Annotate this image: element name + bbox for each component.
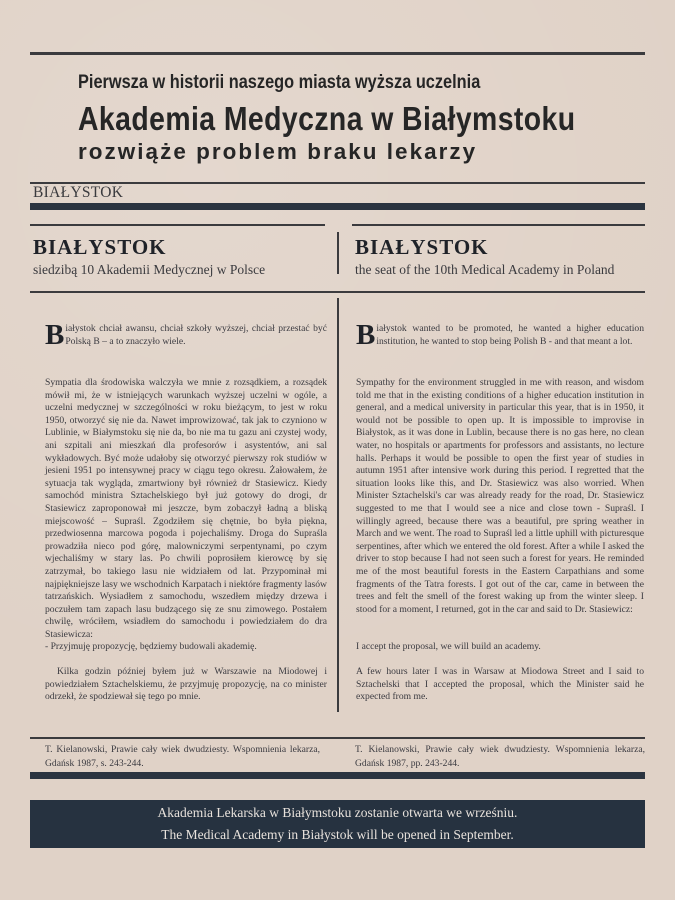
right-quote: I accept the proposal, we will build an academy. — [356, 641, 541, 652]
right-closing: A few hours later I was in Warsaw at Miodowa Street and I said to Sztachelski that I accepted the proposal, which the Minister said he expected from me. — [356, 666, 644, 703]
left-quote: - Przyjmuję propozycję, będziemy budowali akademię. — [45, 641, 257, 652]
headline-line-3: rozwiąże problem braku lekarzy — [78, 139, 478, 164]
left-closing: Kilka godzin później byłem już w Warszawie na Miodowej i powiedziałem Sztachelskiemu, że przyjmuję propozycję, na co minister odrzekł, że spodziewał się tego po mnie. — [45, 666, 327, 703]
announcement-banner — [30, 800, 645, 848]
citation-bottom-thick-rule — [30, 772, 645, 779]
headline-line-2: Akademia Medyczna w Białymstoku — [78, 100, 576, 137]
left-citation: T. Kielanowski, Prawie cały wiek dwudziesty. Wspomnienia lekarza, Gdańsk 1987, s. 243-244. — [45, 744, 320, 769]
left-body-paragraph: Sympatia dla środowiska walczyła we mnie z rozsądkiem, a rozsądek mówił mi, że w istniejących warunkach wyższej uczelni w ogóle, a uczelni medycznej w szczególności w roku bieżącym, to jest w roku 1950, otworzyć się nie da. Nawet improwizować, tak jak to czyniono w Lublinie, w Białymstoku się nie da, bo nie ma tu gazu ani czystej wody, ani szpitali ani mieszkań dla profesorów i asystentów, ani sal wykładowych. Być może udałoby się otworzyć pierwszy rok studiów w jesieni 1951 po intensywnej pracy w ciągu tego okresu. Żałowałem, że sytuacja tak wygląda, zmartwiony był również dr Stasiewicz. Kiedy samochód ministra Sztachelskiego był już gotowy do drogi, dr Stasiewicz zaproponował mi jeszcze, bym zobaczył ładną a bliską miejscowość – Supraśl. Zgodziłem się chętnie, bo była piękna, przedwiosenna marcowa pogoda i pojechaliśmy. Droga do Supraśla prowadziła nieco pod górę, malowniczymi serpentynami, po czym wjechaliśmy w stary las. Po chwili poprosiłem kierowcę by się zatrzymał, bo takiego lasu nie widziałem od lat. Przypominał mi najpiękniejsze lasy we wschodnich Karpatach i niektóre fragmenty lasów tatrzańskich. Wysiadłem z samochodu, wszedłem między drzewa i poczułem tam zapach lasu budzącego się ze snu zimowego. Postałem chwilę, wróciłem, wsiadłem do samochodu i powiedziałem do dra Stasiewicza: — [45, 377, 327, 640]
right-title-top-rule — [352, 224, 645, 226]
city-tag: BIAŁYSTOK — [33, 184, 124, 201]
right-body-paragraph: Sympathy for the environment struggled in me with reason, and wisdom told me that in the existing conditions of a higher education institution in general, and a medical university in particular this year, that is in 1950, it would not be possible to open up. It is impossible to improvise in Białystok, as it was done in Lublin, because there is no gas here, no clean water, no hospitals or apartments for professors and assistants, no lecture halls. Perhaps it would be possible to open the first year of studies in autumn 1951 after intensive work during this period. I regretted that the situation looks like this, and Dr. Stasiewicz was also worried. When Minister Sztachelski's car was already ready for the road, Dr. Stasiewicz suggested to me that I would see a nice and close town - Supraśl. I willingly agreed, because there was a beautiful, pre spring weather in March and we went. The road to Supraśl led a little uphill with picturesque serpentines, after which we entered the old forest. After a while I asked the driver to stop because I had not seen such a forest for years. He reminded me of the most beautiful forests in the Eastern Carpathians and some fragments of the Tatra forests. I got out of the car, came in between the trees and felt the smell of the forest waking up from the winter sleep. I stood for a moment, I returned, got in the car and said to Dr. Stasiewicz: — [356, 377, 644, 615]
title-column-divider — [337, 232, 339, 274]
right-citation: T. Kielanowski, Prawie cały wiek dwudziesty. Wspomnienia lekarza, Gdańsk 1987, pp. 243-244. — [355, 744, 645, 769]
right-column-title: BIAŁYSTOK — [355, 235, 489, 259]
title-bottom-rule — [30, 291, 645, 293]
left-intro-text: iałystok chciał awansu, chciał szkoły wyższej, chciał przestać być Polską B – a to znaczyło wiele. — [65, 323, 327, 347]
left-column-title: BIAŁYSTOK — [33, 235, 167, 259]
left-intro — [45, 319, 327, 351]
right-intro — [356, 319, 644, 351]
top-rule — [30, 52, 645, 55]
right-column-subtitle: the seat of the 10th Medical Academy in Poland — [355, 262, 615, 277]
left-body — [45, 377, 327, 641]
left-drop-cap: B — [45, 319, 65, 351]
headline-line-1: Pierwsza w historii naszego miasta wyższa uczelnia — [78, 72, 481, 93]
left-title-top-rule — [30, 224, 325, 226]
right-body — [356, 377, 644, 616]
citation-top-rule — [30, 737, 645, 739]
banner-line-polish: Akademia Lekarska w Białymstoku zostanie otwarta we wrześniu. — [157, 805, 518, 820]
right-intro-text: iałystok wanted to be promoted, he wanted a higher education institution, he wanted to stop being Polish B - and that meant a lot. — [376, 323, 644, 347]
left-column-subtitle: siedzibą 10 Akademii Medycznej w Polsce — [33, 262, 266, 277]
right-drop-cap: B — [356, 319, 376, 351]
section-thick-rule — [30, 203, 645, 210]
banner-line-english: The Medical Academy in Białystok will be opened in September. — [161, 827, 514, 842]
body-column-divider — [337, 298, 339, 712]
